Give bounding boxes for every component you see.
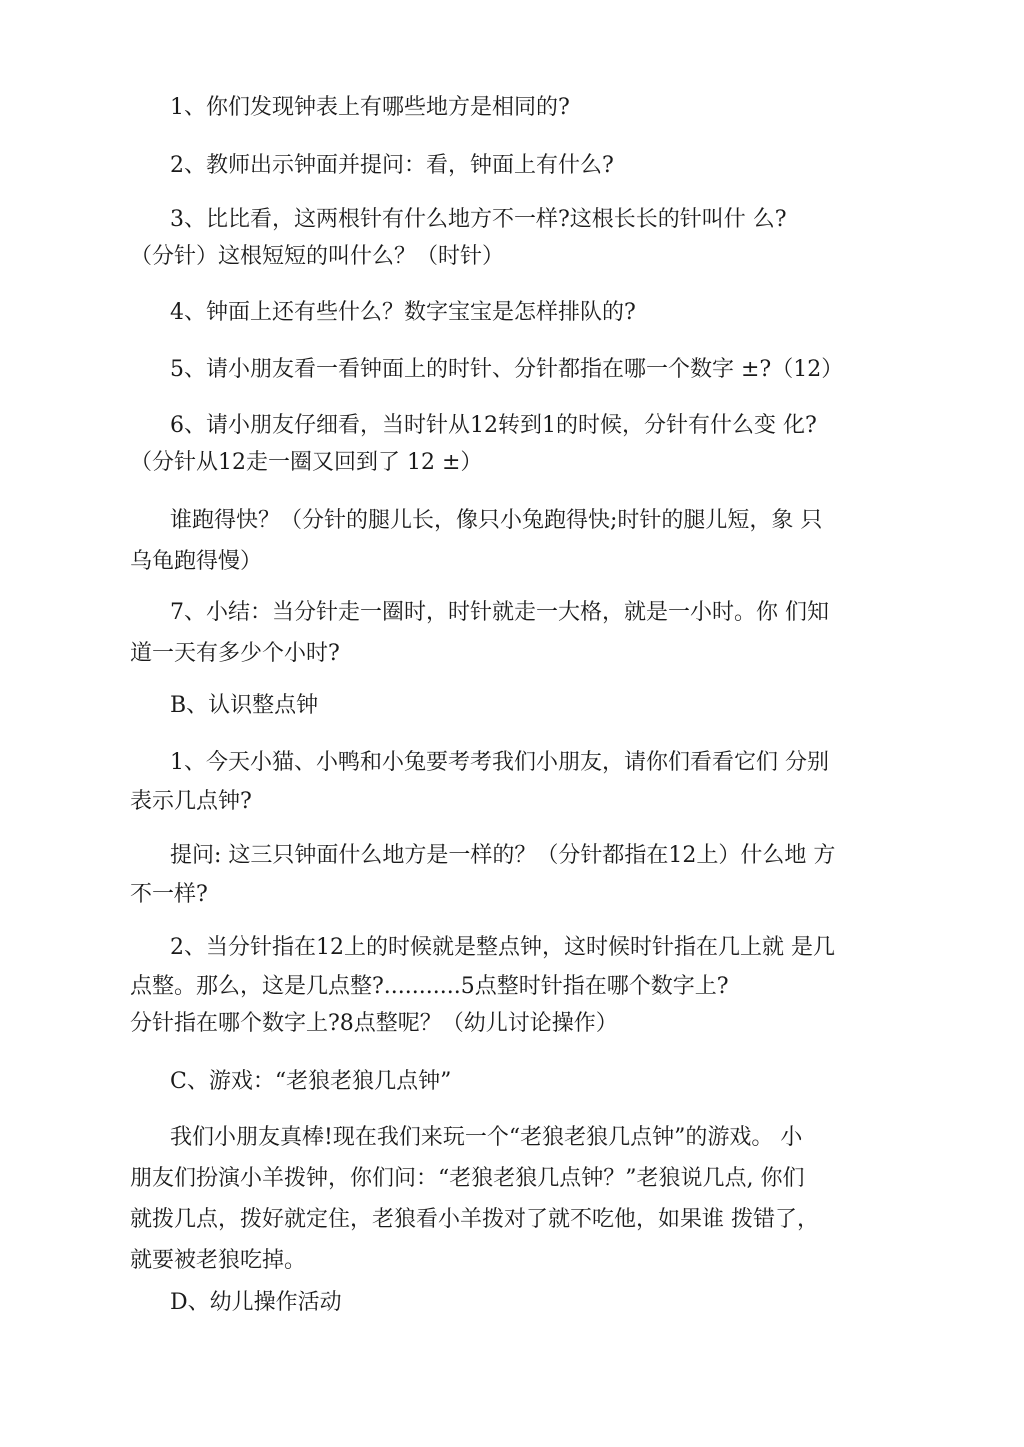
paragraph-4	[130, 289, 900, 336]
paragraph-2	[130, 142, 900, 189]
text-line: 谁跑得快？（分针的腿儿长，像只小兔跑得快;时针的腿儿短，象 只	[170, 508, 823, 533]
paragraph-3	[130, 196, 900, 280]
section-heading-d	[130, 1279, 900, 1326]
paragraph-9	[130, 739, 900, 825]
paragraph-5	[130, 346, 900, 393]
text-line: 提问: 这三只钟面什么地方是一样的？（分针都指在12上）什么地 方	[170, 843, 836, 868]
text-line: 点整。那么，这是几点整?...........5点整时针指在哪个数字上?	[130, 974, 729, 999]
text-line: 不一样?	[130, 882, 208, 907]
text-line: 分针指在哪个数字上?8点整呢？（幼儿讨论操作）	[130, 1011, 618, 1036]
text-line: （分针从12走一圈又回到了 12 ±）	[130, 450, 483, 475]
text-line: 5、请小朋友看一看钟面上的时针、分针都指在哪一个数字 ±?（12）	[170, 357, 844, 382]
text-line: 2、当分针指在12上的时候就是整点钟，这时候时针指在几上就 是几	[170, 935, 835, 960]
paragraph-10	[130, 832, 900, 918]
text-line: 就拨几点，拨好就定住，老狼看小羊拨对了就不吃他，如果谁 拨错了，	[130, 1207, 819, 1232]
text-line: 3、比比看，这两根针有什么地方不一样?这根长长的针叫什 么?	[170, 207, 787, 232]
text-line: 6、请小朋友仔细看，当时针从12转到1的时候，分针有什么变 化?	[170, 413, 817, 438]
text-line: 我们小朋友真棒!现在我们来玩一个“老狼老狼几点钟”的游戏。 小	[170, 1125, 803, 1150]
paragraph-6	[130, 402, 900, 486]
paragraph-1	[130, 84, 900, 131]
text-line: 就要被老狼吃掉。	[130, 1248, 307, 1273]
text-line: 2、教师出示钟面并提问：看，钟面上有什么?	[170, 153, 614, 178]
text-line: 4、钟面上还有些什么？数字宝宝是怎样排队的?	[170, 300, 636, 325]
text-line: C、游戏：“老狼老狼几点钟”	[170, 1069, 452, 1094]
section-heading-b	[130, 682, 900, 729]
section-heading-c	[130, 1058, 900, 1105]
paragraph-12	[130, 1114, 900, 1284]
text-line: B、认识整点钟	[170, 693, 319, 718]
text-line: （分针）这根短短的叫什么？（时针）	[130, 244, 505, 269]
paragraph-7	[130, 497, 900, 585]
text-line: 1、你们发现钟表上有哪些地方是相同的?	[170, 95, 570, 120]
text-line: 道一天有多少个小时?	[130, 641, 340, 666]
text-line: 7、小结：当分针走一圈时，时针就走一大格，就是一小时。你 们知	[170, 600, 829, 625]
text-line: 朋友们扮演小羊拨钟，你们问：“老狼老狼几点钟？”老狼说几点, 你们	[130, 1166, 805, 1191]
paragraph-8	[130, 589, 900, 677]
text-line: 1、今天小猫、小鸭和小兔要考考我们小朋友，请你们看看它们 分别	[170, 750, 829, 775]
text-line: 乌龟跑得慢）	[130, 549, 263, 574]
text-line: 表示几点钟?	[130, 789, 252, 814]
paragraph-11	[130, 924, 900, 1047]
text-line: D、幼儿操作活动	[170, 1290, 342, 1315]
